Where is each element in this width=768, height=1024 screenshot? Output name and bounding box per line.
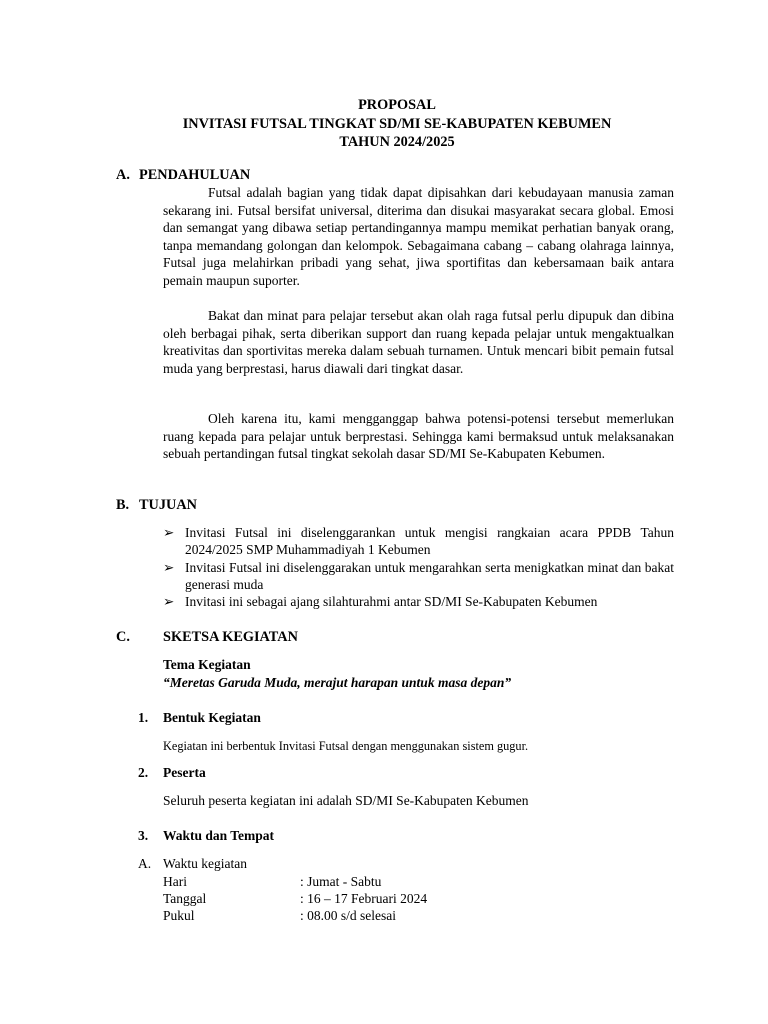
section-a-heading xyxy=(116,166,250,184)
item-number: 3. xyxy=(138,828,149,843)
tujuan-item-text: Invitasi Futsal ini diselenggarankan untuk mengisi rangkaian acara PPDB Tahun 2024/2025 SMP Muhammadiyah 1 Kebumen xyxy=(185,525,674,558)
item-title-peserta: Peserta xyxy=(163,765,206,780)
item-text-peserta: Seluruh peserta kegiatan ini adalah SD/MI Se-Kabupaten Kebumen xyxy=(163,793,529,808)
pendahuluan-paragraph-1: Futsal adalah bagian yang tidak dapat dipisahkan dari kebudayaan manusia zaman sekarang ini. Futsal bersifat universal, diterima dan disukai masyarakat secara global. Emosi dan semangat yang dibawa setiap pertandingannya mampu memikat perhatian banyak orang, tanpa memandang golongan dan kelompok. Sebagaimana cabang – cabang olahraga lainnya, Futsal juga melahirkan pribadi yang sehat, jiwa sportifitas dan kebersamaan baik antara pemain maupun suporter. xyxy=(163,185,674,288)
section-c-marker: C. xyxy=(116,629,130,645)
tujuan-list-item xyxy=(163,593,674,610)
waktu-label: Waktu kegiatan xyxy=(163,856,248,871)
arrow-bullet-icon: ➢ xyxy=(163,560,175,575)
section-b-heading xyxy=(116,496,197,514)
pendahuluan-paragraph-3: Oleh karena itu, kami mengganggap bahwa potensi-potensi tersebut memerlukan ruang kepada para pelajar untuk berprestasi. Sehingga kami bermaksud untuk melaksanakan sebuah pertandingan futsal tingkat sekolah dasar SD/MI Se-Kabupaten Kebumen. xyxy=(163,411,674,462)
section-a-title: PENDAHULUAN xyxy=(139,167,251,183)
tema-value: “Meretas Garuda Muda, merajut harapan untuk masa depan” xyxy=(163,675,512,690)
section-b-title: TUJUAN xyxy=(139,497,197,513)
section-c-heading xyxy=(116,628,298,646)
item-number: 1. xyxy=(138,710,149,725)
waktu-row-value: : 08.00 s/d selesai xyxy=(300,908,396,923)
waktu-row-key: Hari xyxy=(163,874,187,889)
section-a-marker: A. xyxy=(116,167,130,183)
waktu-row-value: : 16 – 17 Februari 2024 xyxy=(300,891,428,906)
item-number: 2. xyxy=(138,765,149,780)
section-b-marker: B. xyxy=(116,497,130,513)
pendahuluan-paragraph-2: Bakat dan minat para pelajar tersebut akan olah raga futsal perlu dipupuk dan dibina oleh berbagai pihak, serta diberikan support dan ruang kepada pelajar untuk mengaktualkan kreativitas dan sportivitas mereka dalam sebuah turnamen. Untuk mencari bibit pemain futsal muda yang berprestasi, harus diawali dari tingkat dasar. xyxy=(163,308,674,376)
tujuan-item-text: Invitasi ini sebagai ajang silahturahmi antar SD/MI Se-Kabupaten Kebumen xyxy=(185,594,598,609)
item-text-bentuk-kegiatan: Kegiatan ini berbentuk Invitasi Futsal dengan menggunakan sistem gugur. xyxy=(163,739,529,753)
doc-title-year: TAHUN 2024/2025 xyxy=(339,134,455,150)
waktu-marker: A. xyxy=(138,856,152,871)
waktu-row-key: Tanggal xyxy=(163,891,207,906)
waktu-row-value: : Jumat - Sabtu xyxy=(300,874,382,889)
arrow-bullet-icon: ➢ xyxy=(163,594,175,609)
section-c-title: SKETSA KEGIATAN xyxy=(163,629,298,645)
item-title-bentuk-kegiatan: Bentuk Kegiatan xyxy=(163,710,261,725)
doc-title-proposal: PROPOSAL xyxy=(358,97,436,113)
tujuan-list-item xyxy=(163,524,674,559)
doc-title-main: INVITASI FUTSAL TINGKAT SD/MI SE-KABUPATEN KEBUMEN xyxy=(182,116,612,132)
arrow-bullet-icon: ➢ xyxy=(163,525,175,540)
tujuan-list-item xyxy=(163,559,674,594)
waktu-row-key: Pukul xyxy=(163,908,195,923)
tujuan-item-text: Invitasi Futsal ini diselenggarakan untuk mengarahkan serta menigkatkan minat dan bakat generasi muda xyxy=(185,560,674,593)
tema-label: Tema Kegiatan xyxy=(163,657,251,672)
item-title-waktu-tempat: Waktu dan Tempat xyxy=(163,828,275,843)
